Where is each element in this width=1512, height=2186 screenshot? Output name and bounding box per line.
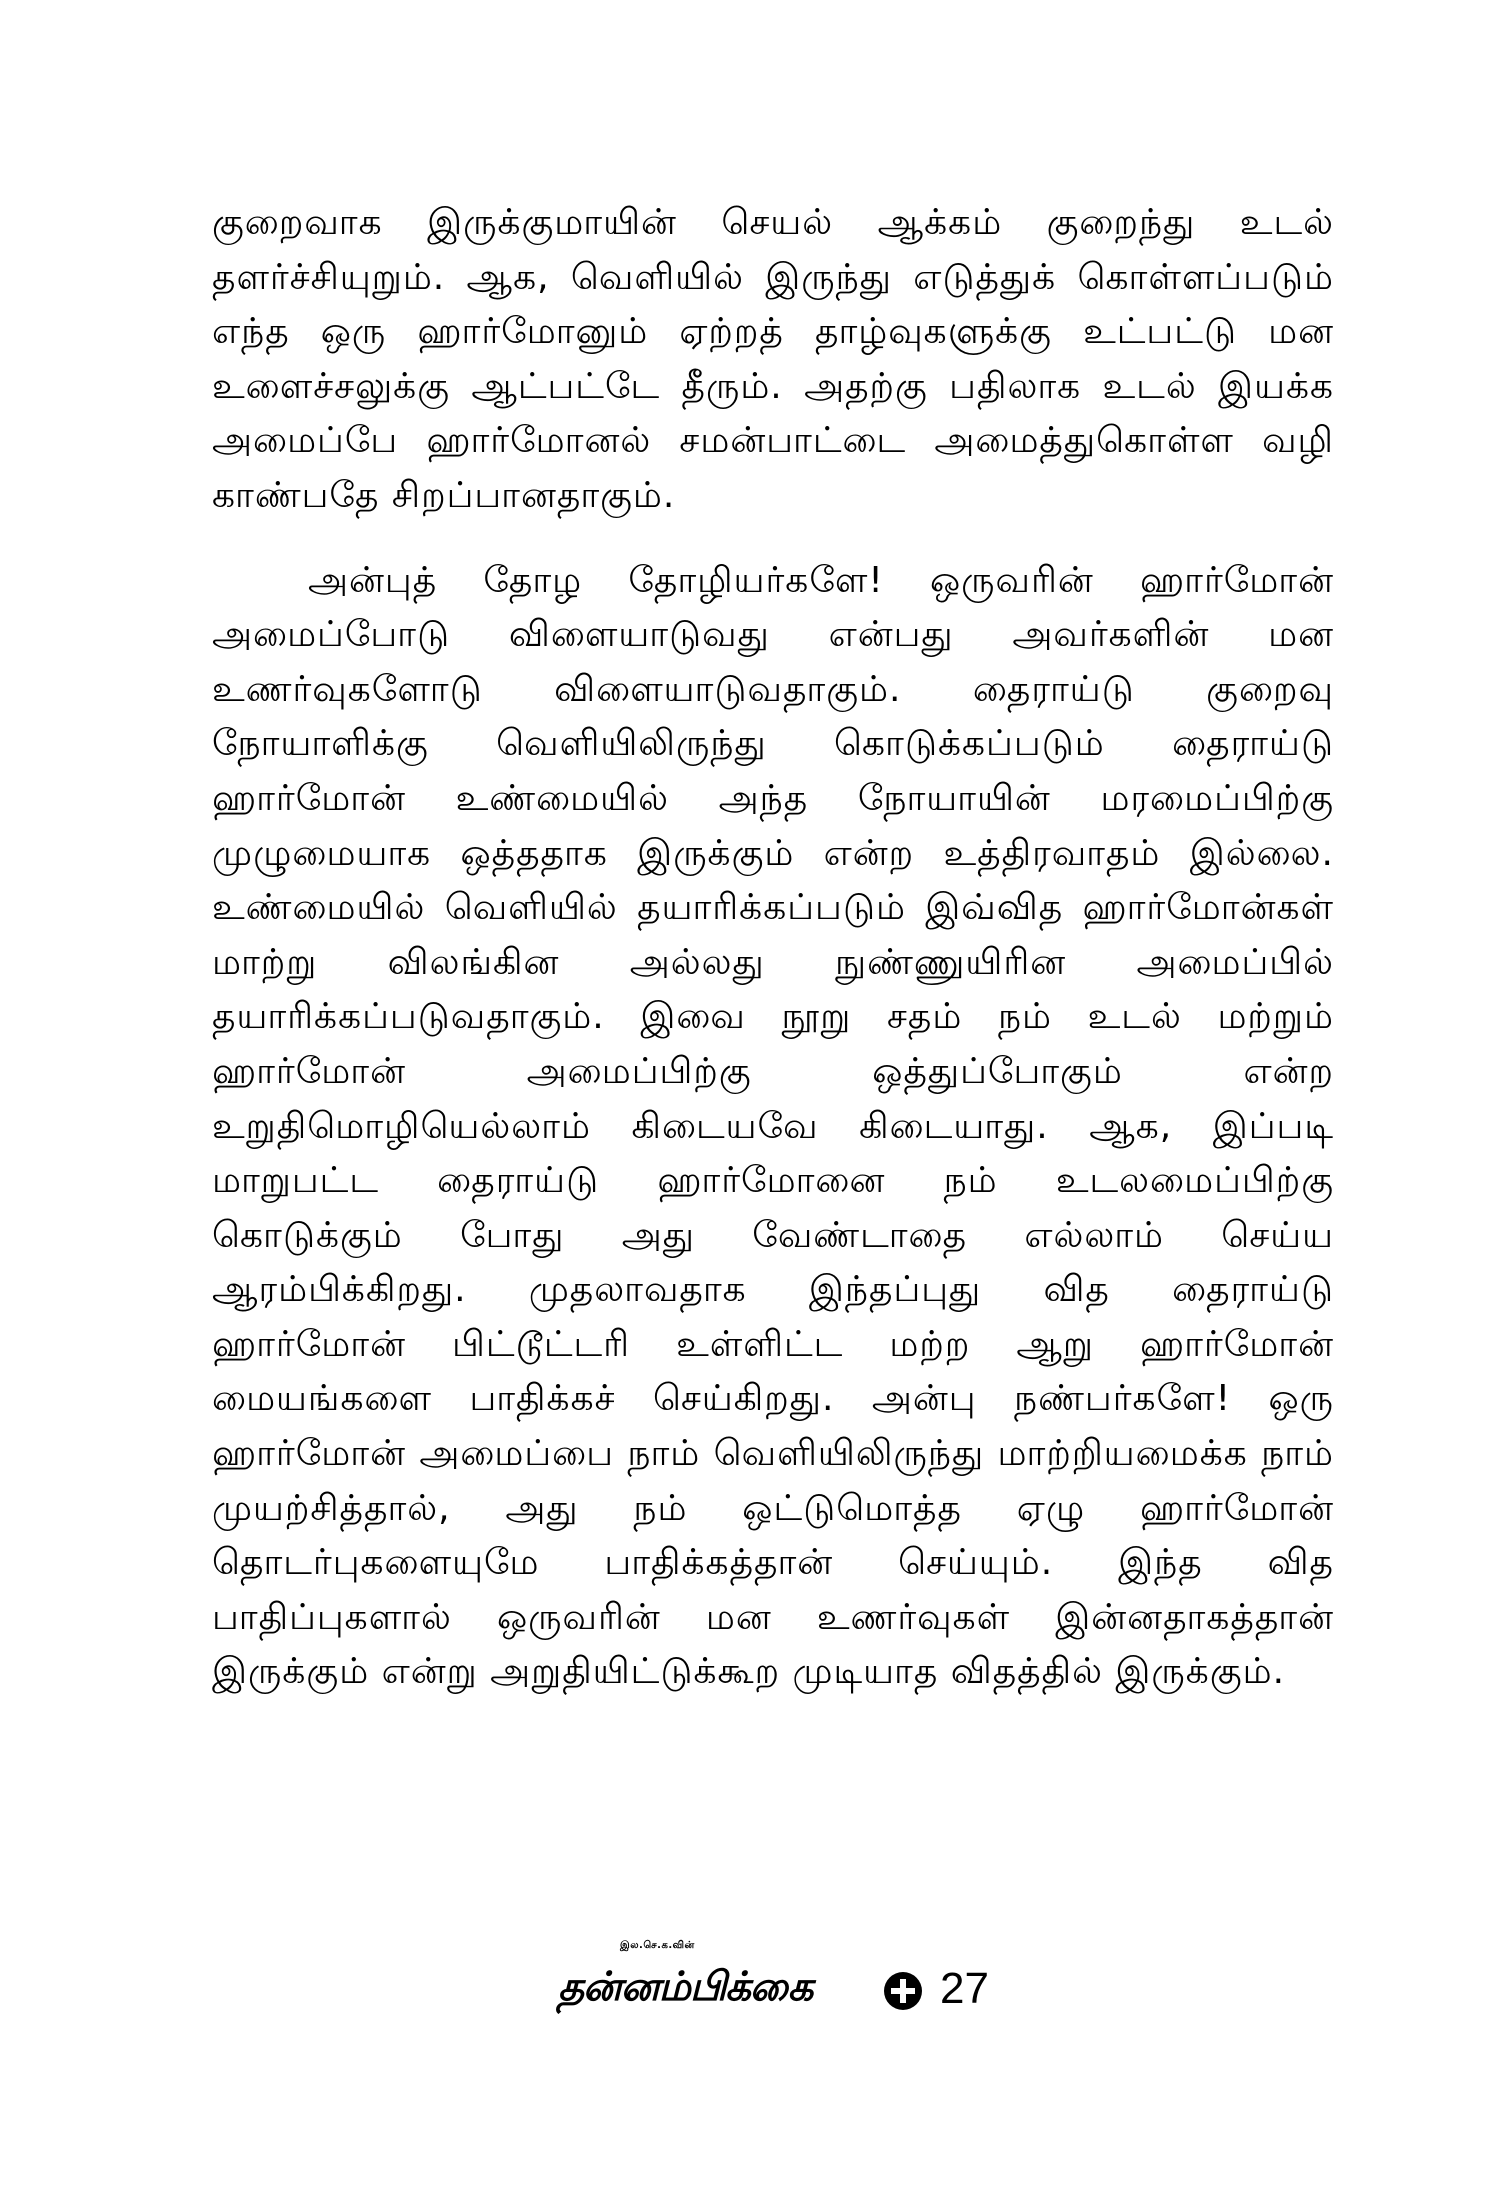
paragraph-1: குறைவாக இருக்குமாயின் செயல் ஆக்கம் குறைந்து உடல் தளர்ச்சியுறும். ஆக, வெளியில் இருந்து எடுத்துக் கொள்ளப்படும் எந்த ஒரு ஹார்மோனும் ஏற்றத் தாழ்வுகளுக்கு உட்பட்டு மன உளைச்சலுக்கு ஆட்பட்டே தீரும். அதற்கு பதிலாக உடல் இயக்க அமைப்பே ஹார்மோனல் சமன்பாட்டை அமைத்துகொள்ள வழி காண்பதே சிறப்பானதாகும். — [212, 202, 1334, 516]
paragraph-2: அன்புத் தோழ தோழியர்களே! ஒருவரின் ஹார்மோன் அமைப்போடு விளையாடுவது என்பது அவர்களின் மன உணர்வுகளோடு விளையாடுவதாகும். தைராய்டு குறைவு நோயாளிக்கு வெளியிலிருந்து கொடுக்கப்படும் தைராய்டு ஹார்மோன் உண்மையில் அந்த நோயாயின் மரமைப்பிற்கு முழுமையாக ஒத்ததாக இருக்கும் என்ற உத்திரவாதம் இல்லை. உண்மையில் வெளியில் தயாரிக்கப்படும் இவ்வித ஹார்மோன்கள் மாற்று விலங்கின அல்லது நுண்ணுயிரின அமைப்பில் தயாரிக்கப்படுவதாகும். இவை நூறு சதம் நம் உடல் மற்றும் ஹார்மோன் அமைப்பிற்கு ஒத்துப்போகும் என்ற உறுதிமொழியெல்லாம் கிடையவே கிடையாது. ஆக, இப்படி மாறுபட்ட தைராய்டு ஹார்மோனை நம் உடலமைப்பிற்கு கொடுக்கும் போது அது வேண்டாதை எல்லாம் செய்ய ஆரம்பிக்கிறது. முதலாவதாக இந்தப்புது வித தைராய்டு ஹார்மோன் பிட்டூட்டரி உள்ளிட்ட மற்ற ஆறு ஹார்மோன் மையங்களை பாதிக்கச் செய்கிறது. அன்பு நண்பர்களே! ஒரு ஹார்மோன் அமைப்பை நாம் வெளியிலிருந்து மாற்றியமைக்க நாம் முயற்சித்தால், அது நம் ஒட்டுமொத்த ஏழு ஹார்மோன் தொடர்புகளையுமே பாதிக்கத்தான் செய்யும். இந்த வித பாதிப்புகளால் ஒருவரின் மன உணர்வுகள் இன்னதாகத்தான் இருக்கும் என்று அறுதியிட்டுக்கூற முடியாத விதத்தில் இருக்கும். — [212, 559, 1334, 1693]
magazine-logo-title: தன்னம்பிக்கை — [558, 1964, 813, 2010]
footer-author-label: இல.செ.க.வின் — [620, 1940, 695, 1951]
page-number: 27 — [940, 1964, 989, 2013]
page-body — [212, 196, 1334, 1700]
page-footer — [0, 1940, 1512, 2050]
plus-circle-icon — [884, 1972, 922, 2010]
